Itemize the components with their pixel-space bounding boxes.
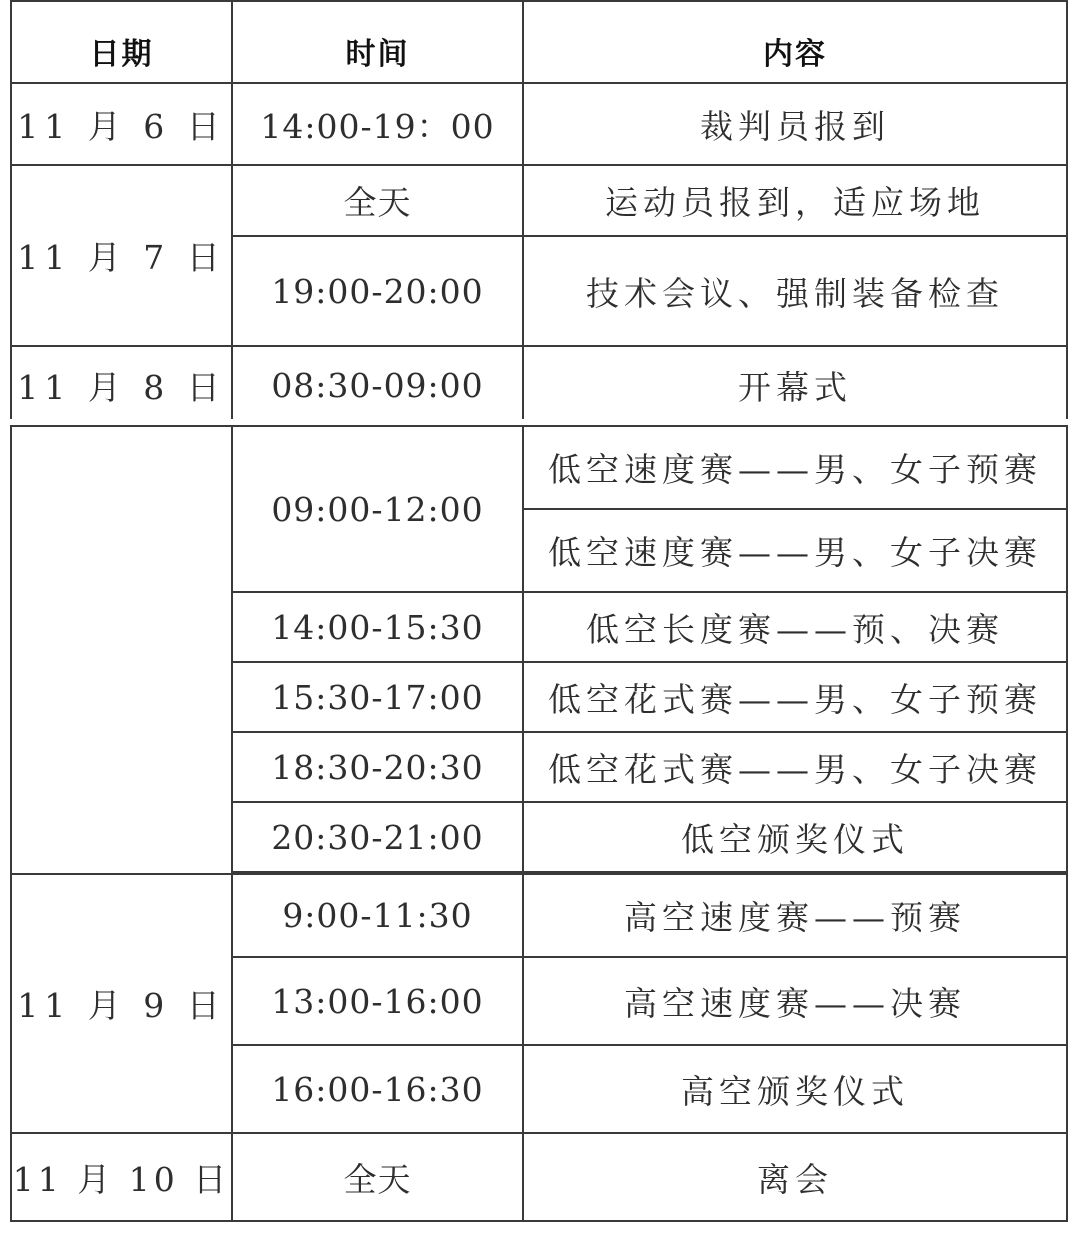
table-row <box>11 426 1067 509</box>
table-row <box>11 165 1067 236</box>
content-cell: 低空长度赛——预、决赛 <box>523 592 1067 662</box>
content-cell: 高空速度赛——预赛 <box>523 874 1067 957</box>
time-cell: 9:00-11:30 <box>232 874 523 957</box>
table-row <box>11 83 1067 165</box>
header-row <box>11 1 1067 83</box>
date-cell: 11 月 7 日 <box>11 165 232 346</box>
time-cell: 09:00-12:00 <box>232 426 523 592</box>
time-cell: 08:30-09:00 <box>232 346 523 424</box>
schedule-table-top <box>10 0 1068 425</box>
date-cell: 11 月 10 日 <box>11 1133 232 1221</box>
time-cell: 14:00-19：00 <box>232 83 523 165</box>
date-cell: 11 月 9 日 <box>11 874 232 1133</box>
date-cell: 11 月 6 日 <box>11 83 232 165</box>
time-cell: 全天 <box>232 1133 523 1221</box>
table-row <box>11 874 1067 957</box>
date-cell-empty <box>11 426 232 874</box>
table-row <box>11 346 1067 424</box>
content-cell: 开幕式 <box>523 346 1067 424</box>
content-cell: 高空颁奖仪式 <box>523 1045 1067 1133</box>
table-row <box>11 1133 1067 1221</box>
time-cell: 19:00-20:00 <box>232 236 523 346</box>
content-cell: 运动员报到，适应场地 <box>523 165 1067 236</box>
content-cell: 低空花式赛——男、女子预赛 <box>523 662 1067 732</box>
time-cell: 13:00-16:00 <box>232 957 523 1045</box>
time-cell: 20:30-21:00 <box>232 802 523 872</box>
header-time: 时间 <box>232 1 523 83</box>
content-cell: 离会 <box>523 1133 1067 1221</box>
header-date: 日期 <box>11 1 232 83</box>
time-cell: 14:00-15:30 <box>232 592 523 662</box>
schedule-table-bottom <box>10 425 1068 1222</box>
content-cell: 低空颁奖仪式 <box>523 802 1067 872</box>
content-cell: 低空速度赛——男、女子预赛 <box>523 426 1067 509</box>
content-cell: 高空速度赛——决赛 <box>523 957 1067 1045</box>
content-cell: 裁判员报到 <box>523 83 1067 165</box>
content-cell: 低空花式赛——男、女子决赛 <box>523 732 1067 802</box>
time-cell: 16:00-16:30 <box>232 1045 523 1133</box>
header-content: 内容 <box>523 1 1067 83</box>
content-cell: 低空速度赛——男、女子决赛 <box>523 509 1067 592</box>
content-cell: 技术会议、强制装备检查 <box>523 236 1067 346</box>
time-cell: 18:30-20:30 <box>232 732 523 802</box>
time-cell: 全天 <box>232 165 523 236</box>
date-cell: 11 月 8 日 <box>11 346 232 424</box>
time-cell: 15:30-17:00 <box>232 662 523 732</box>
